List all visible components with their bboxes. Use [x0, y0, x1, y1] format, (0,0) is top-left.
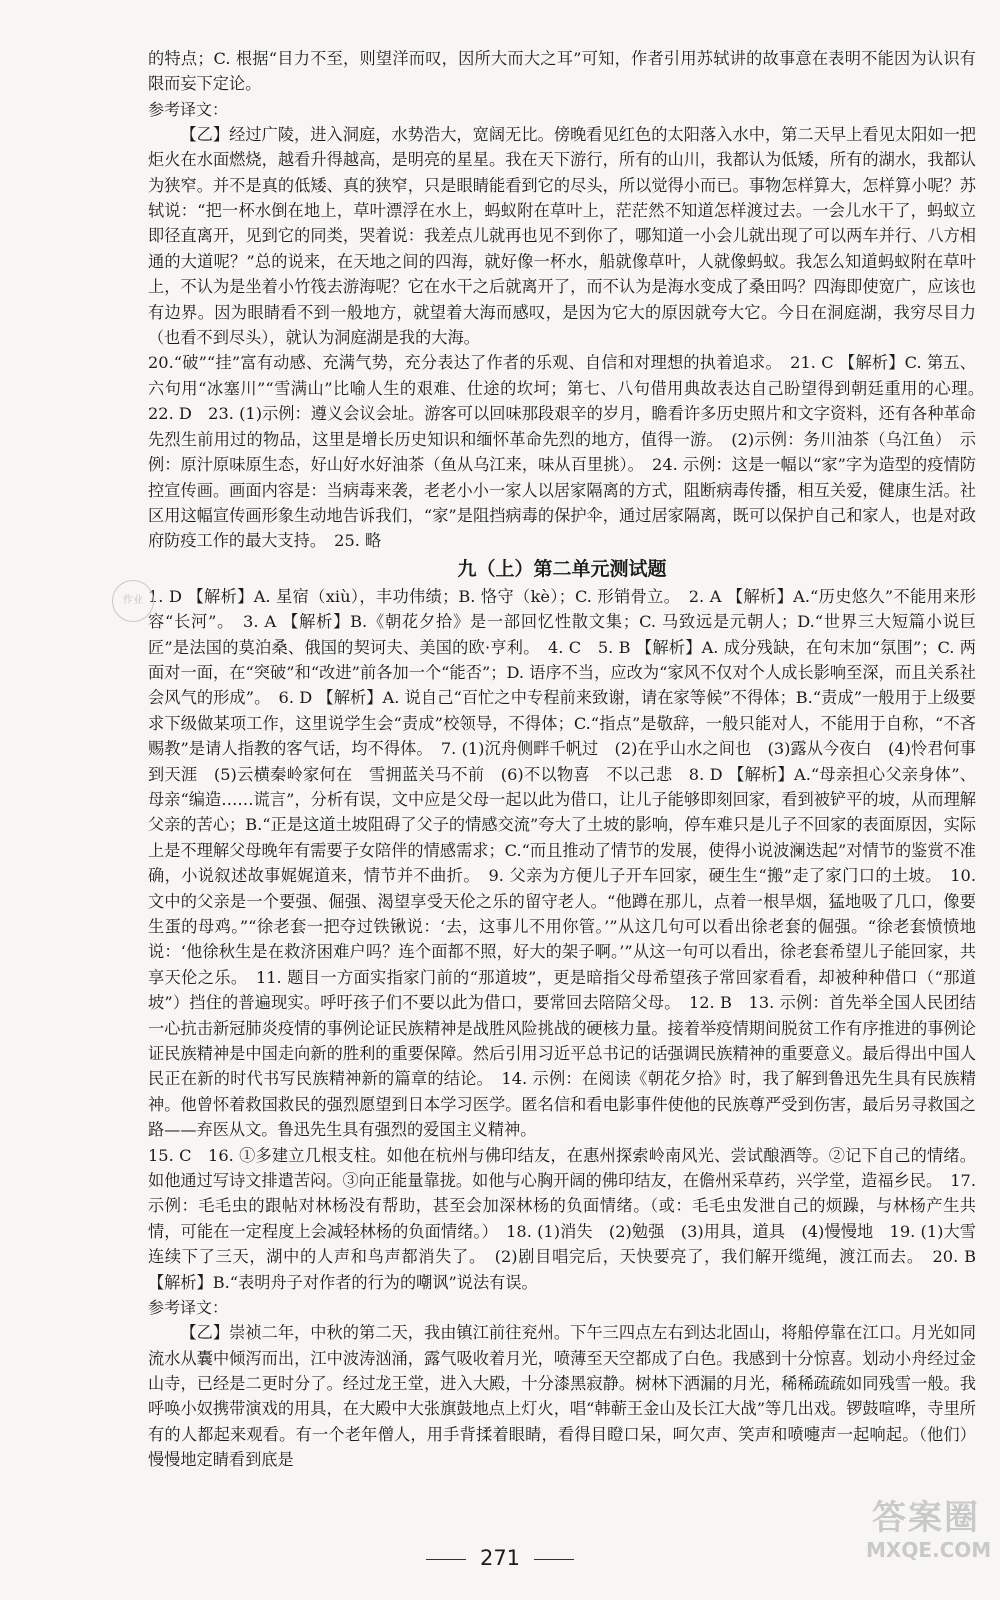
section-title: 九（上）第二单元测试题	[457, 557, 667, 580]
translation-paragraph: 【乙】经过广陵，进入洞庭，水势浩大，宽阔无比。傍晚看见红色的太阳落入水中，第二天早上看见太阳如一把炬火在水面燃烧，越看升得越高，是明亮的星星。我在天下游行，所有的山川，我都认为低矮，所有的湖水，我都认为狭窄。并不是真的低矮、真的狭窄，只是眼睛能看到它的尽头，所以觉得小而已。事物怎样算大，怎样算小呢？苏轼说：“把一杯水倒在地上，草叶漂浮在水上，蚂蚁附在草叶上，茫茫然不知道怎样渡过去。一会儿水干了，蚂蚁立即径直离开，见到它的同类，哭着说：我差点儿就再也见不到你了，哪知道一小会儿就出现了可以两车并行、八方相通的大道呢？”总的说来，在天地之间的四海，就好像一杯水，船就像草叶，人就像蚂蚁。我怎么知道蚂蚁附在草叶上，不认为是坐着小竹筏去游海呢？它在水干之后就离开了，而不认为是海水变成了桑田吗？四海即使宽广，应该也有边界。因为眼睛看不到一般地方，就望着大海而感叹，是因为它大的原因就夸大它。今日在洞庭湖，我穷尽目力（也看不到尽头），就认为洞庭湖是我的大海。	[148, 124, 976, 348]
translation-paragraph: 【乙】崇祯二年，中秋的第二天，我由镇江前往兖州。下午三四点左右到达北固山，将船停靠在江口。月光如同流水从囊中倾泻而出，江中波涛汹涌，露气吸收着月光，喷薄至天空都成了白色。我感到十分惊喜。划动小舟经过金山寺，已经是二更时分了。经过龙王堂，进入大殿，十分漆黑寂静。树林下洒漏的月光，稀稀疏疏如同残雪一般。我呼唤小奴携带演戏的用具，在大殿中大张旗鼓地点上灯火，唱“韩蕲王金山及长江大战”等几出戏。锣鼓喧哗，寺里所有的人都起来观看。有一个老年僧人，用手背揉着眼睛，看得目瞪口呆，呵欠声、笑声和喷嚏声一起响起。（他们）慢慢地定睛看到底是	[148, 1323, 976, 1470]
page-number-dash-right	[534, 1559, 574, 1560]
watermark-logo	[866, 1498, 992, 1562]
answer-paragraph-1-14: 1. D 【解析】A. 星宿（xiù），丰功伟绩；B. 恪守（kè）；C. 形销骨立。 2. A 【解析】A.“历史悠久”不能用来形容“长河”。 3. A 【解析】B.《朝花夕拾》是一部回忆性散文集；C. 马致远是元朝人；D.“世界三大短篇小说巨匠”是法国的莫泊桑、俄国的契诃夫、美国的欧·亨利。 4. C 5. B 【解析】A. 成分残缺，在句末加“氛围”；C. 两面对一面，在“突破”和“改进”前各加一个“能否”；D. 语序不当，应改为“家风不仅对个人成长影响至深，而且关系社会风气的形成”。 6. D 【解析】A. 说自己“百忙之中专程前来致谢，请在家等候”不得体；B.“责成”一般用于上级要求下级做某项工作，这里说学生会“责成”校领导，不得体；C.“指点”是敬辞，一般只能对人，不能用于自称，“不吝赐教”是请人指教的客气话，均不得体。 7. (1)沉舟侧畔千帆过 (2)在乎山水之间也 (3)露从今夜白 (4)怜君何事到天涯 (5)云横秦岭家何在 雪拥蓝关马不前 (6)不以物喜 不以己悲 8. D 【解析】A.“母亲担心父亲身体”、母亲“编造……谎言”，分析有误，文中应是父母一起以此为借口，让儿子能够即刻回家，看到被铲平的坡，从而理解父亲的苦心；B.“正是这道土坡阻碍了父子的情感交流”夸大了土坡的影响，停车难只是儿子不回家的表面原因，实际上是不理解父母晚年有需要子女陪伴的情感需求；C.“而且推动了情节的发展，使得小说波澜迭起”对情节的鉴赏不准确，小说叙述故事娓娓道来，情节并不曲折。 9. 父亲为方便儿子开车回家，硬生生“搬”走了家门口的土坡。 10. 文中的父亲是一个要强、倔强、渴望享受天伦之乐的留守老人。“他蹲在那儿，点着一根旱烟，猛地吸了几口，像要生蛋的母鸡。”“徐老套一把夺过铁锹说：‘去，这事儿不用你管。’”从这几句可以看出徐老套的倔强。“徐老套愤愤地说：‘他徐秋生是在救济困难户吗？连个面都不照，好大的架子啊。’”从这一句可以看出，徐老套希望儿子能回家，共享天伦之乐。 11. 题目一方面实指家门前的“那道坡”，更是暗指父母希望孩子常回家看看，却被种种借口（“那道坡”）挡住的普遍现实。呼吁孩子们不要以此为借口，要常回去陪陪父母。 12. B 13. 示例：首先举全国人民团结一心抗击新冠肺炎疫情的事例论证民族精神是战胜风险挑战的硬核力量。接着举疫情期间脱贫工作有序推进的事例论证民族精神是中国走向新的胜利的重要保障。然后引用习近平总书记的话强调民族精神的重要意义。最后得出中国人民正在新的时代书写民族精神新的篇章的结论。 14. 示例：在阅读《朝花夕拾》时，我了解到鲁迅先生具有民族精神。他曾怀着救国救民的强烈愿望到日本学习医学。匿名信和看电影事件使他的民族尊严受到伤害，最后另寻救国之路——弃医从文。鲁迅先生具有强烈的爱国主义精神。	[148, 586, 976, 1140]
watermark-text: 答案圈	[872, 1498, 980, 1538]
watermark-url: MXQE.COM	[866, 1538, 992, 1562]
answer-paragraph-continuation: 的特点；C. 根据“目力不至，则望洋而叹，因所大而大之耳”可知，作者引用苏轼讲的故事意在表明不能因为认识有限而妄下定论。	[148, 49, 976, 94]
homework-stamp: 作业	[112, 580, 154, 622]
translation-label: 参考译文：	[148, 1298, 229, 1318]
answer-paragraph-15-20: 15. C 16. ①多建立几根支柱。如他在杭州与佛印结友，在惠州探索岭南风光、尝试酿酒等。②记下自己的情绪。如他通过写诗文排遣苦闷。③向正能量靠拢。如他与心胸开阔的佛印结友，在儋州采草药，兴学堂，造福乡民。 17. 示例：毛毛虫的跟帖对林杨没有帮助，甚至会加深林杨的负面情绪。（或：毛毛虫发泄自己的烦躁，与林杨产生共情，可能在一定程度上会减轻林杨的负面情绪。） 18. (1)消失 (2)勉强 (3)用具，道具 (4)慢慢地 19. (1)大雪连续下了三天，湖中的人声和鸟声都消失了。 (2)剧目唱完后，天快要亮了，我们解开缆绳，渡江而去。 20. B 【解析】B.“表明舟子对作者的行为的嘲讽”说法有误。	[148, 1145, 976, 1292]
page-number-dash-left	[426, 1559, 466, 1560]
answer-page	[148, 46, 993, 1473]
page-number	[0, 1546, 1000, 1570]
translation-label: 参考译文：	[148, 99, 229, 119]
answer-paragraph-20-25: 20.“破”“挂”富有动感、充满气势，充分表达了作者的乐观、自信和对理想的执着追求。 21. C 【解析】C. 第五、六句用“冰塞川”“雪满山”比喻人生的艰难、仕途的坎坷；第七、八句借用典故表达自己盼望得到朝廷重用的心理。 22. D 23. (1)示例：遵义会议会址。游客可以回味那段艰辛的岁月，瞻看许多历史照片和文字资料，还有各种革命先烈生前用过的物品，这里是增长历史知识和缅怀革命先烈的地方，值得一游。 (2)示例：务川油茶（乌江鱼） 示例：原汁原味原生态，好山好水好油茶（鱼从乌江来，味从百里挑）。 24. 示例：这是一幅以“家”字为造型的疫情防控宣传画。画面内容是：当病毒来袭，老老小小一家人以居家隔离的方式，阻断病毒传播，相互关爱，健康生活。社区用这幅宣传画形象生动地告诉我们，“家”是阻挡病毒的保护伞，通过居家隔离，既可以保护自己和家人，也是对政府防疫工作的最大支持。 25. 略	[148, 353, 993, 551]
page-number-value: 271	[479, 1546, 521, 1570]
